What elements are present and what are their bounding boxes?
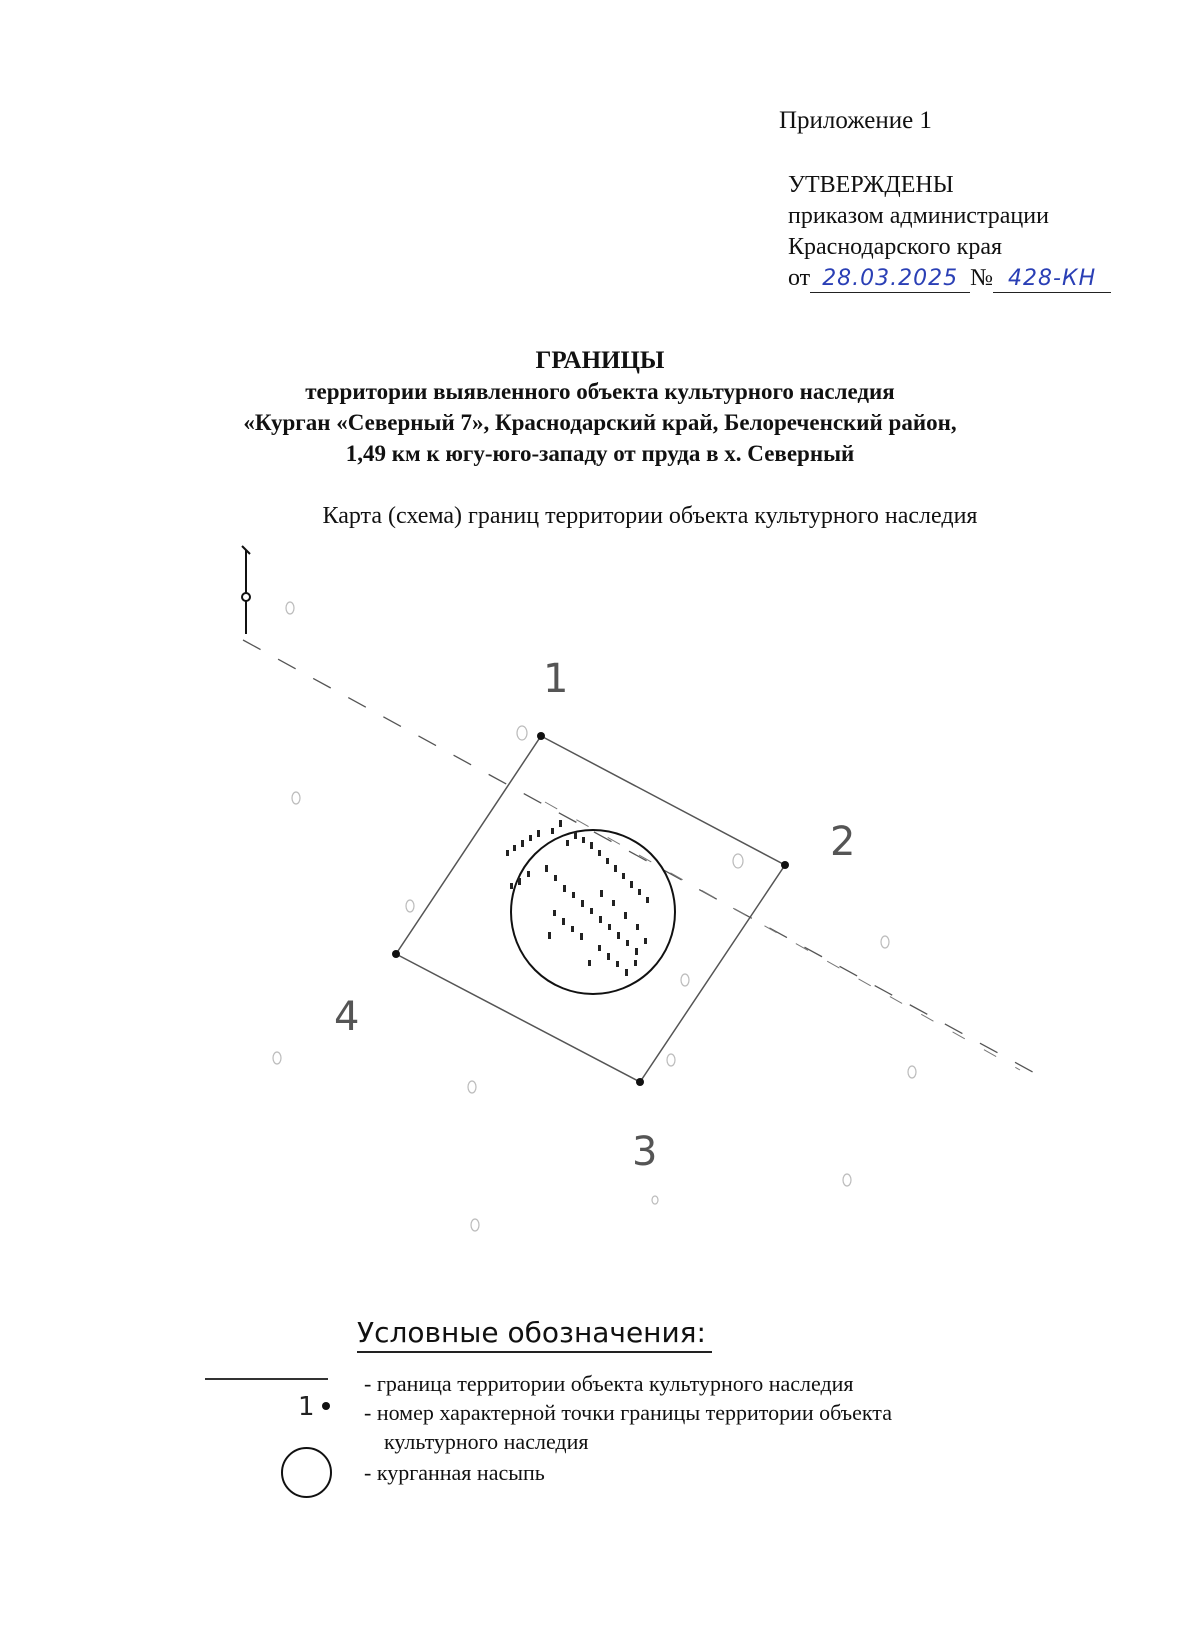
legend-mound-circle-icon — [281, 1447, 332, 1498]
point-label-4: 4 — [334, 994, 360, 1040]
mound-hatching — [506, 820, 649, 976]
legend-mound-text: - курганная насыпь — [364, 1460, 545, 1485]
map-caption: Карта (схема) границ территории объекта культурного наследия — [322, 503, 978, 529]
order-date: 28.03.2025 — [810, 266, 970, 293]
title-line-3: 1,49 км к югу-юго-западу от пруда в х. Северный — [345, 441, 855, 466]
order-number: 428-КН — [993, 266, 1111, 293]
point-label-3: 3 — [632, 1129, 658, 1175]
boundary-map — [0, 540, 1200, 1260]
legend-boundary-line-icon — [205, 1378, 328, 1380]
order-line — [788, 263, 1111, 294]
approved-line-3: Краснодарского края — [788, 234, 1003, 260]
order-prefix: от — [788, 265, 811, 291]
point-label-2: 2 — [830, 819, 856, 865]
document-title — [0, 345, 1200, 469]
approved-line-1: УТВЕРЖДЕНЫ — [788, 172, 954, 198]
boundary-point-4 — [392, 950, 400, 958]
boundary-point-1 — [537, 732, 545, 740]
order-number-sign: № — [970, 265, 994, 291]
appendix-label: Приложение 1 — [779, 107, 932, 134]
legend-point-text: - номер характерной точки границы территории объекта — [364, 1400, 892, 1425]
north-arrow-icon — [242, 546, 250, 634]
legend-title: Условные обозначения: — [357, 1315, 712, 1353]
road-dashed-line-2 — [545, 802, 1020, 1070]
point-label-1: 1 — [543, 656, 569, 702]
approval-block — [788, 170, 1111, 294]
approved-line-2: приказом администрации — [788, 203, 1049, 229]
title-main: ГРАНИЦЫ — [535, 347, 665, 374]
title-line-1: территории выявленного объекта культурного наследия — [305, 379, 895, 404]
legend-boundary-text: - граница территории объекта культурного наследия — [364, 1371, 854, 1396]
title-line-2: «Курган «Северный 7», Краснодарский край, Белореченский район, — [243, 410, 957, 435]
legend-point-dot-icon — [322, 1402, 330, 1410]
boundary-point-2 — [781, 861, 789, 869]
boundary-point-3 — [636, 1078, 644, 1086]
road-dashed-line — [243, 640, 1040, 1076]
legend-point-number: 1 — [298, 1392, 315, 1422]
legend-point-text-cont: культурного наследия — [384, 1429, 589, 1454]
map-markers — [273, 602, 916, 1231]
